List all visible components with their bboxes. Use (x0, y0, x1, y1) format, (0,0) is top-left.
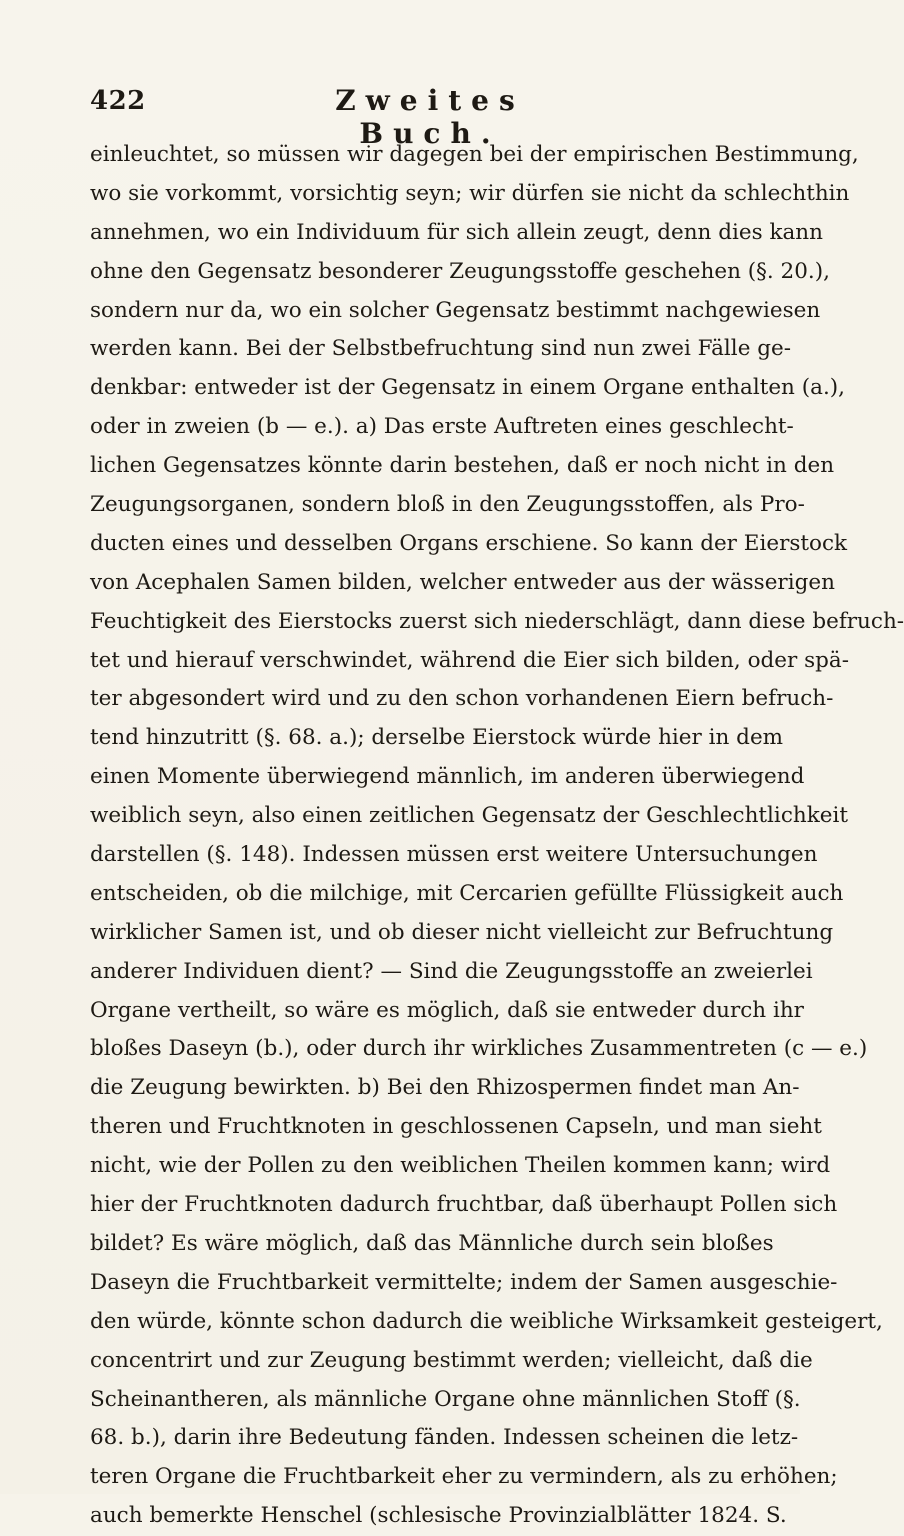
text-line: sondern nur da, wo ein solcher Gegensatz bestimmt nachgewiesen (90, 297, 821, 323)
text-line: werden kann. Bei der Selbstbefruchtung sind nun zwei Fälle ge- (90, 336, 791, 362)
book-title: Zweites Buch. (335, 84, 525, 150)
text-line: einleuchtet, so müssen wir dagegen bei der empirischen Bestimmung, (90, 142, 859, 167)
text-line: Daseyn die Fruchtbarkeit vermittelte; indem der Samen ausgeschie- (90, 1269, 838, 1295)
text-line: wirklicher Samen ist, und ob dieser nicht vielleicht zur Befruchtung (90, 919, 834, 945)
text-line: hier der Fruchtknoten dadurch fruchtbar, daß überhaupt Pollen sich (90, 1192, 838, 1218)
text-line: theren und Fruchtknoten in geschlossenen Capseln, und man sieht (90, 1114, 822, 1140)
text-line: bloßes Daseyn (b.), oder durch ihr wirkliches Zusammentreten (c — e.) (90, 1036, 868, 1062)
text-line: entscheiden, ob die milchige, mit Cercarien gefüllte Flüssigkeit auch (90, 880, 844, 906)
text-line: bildet? Es wäre möglich, daß das Männliche durch sein bloßes (90, 1230, 774, 1256)
text-line: annehmen, wo ein Individuum für sich allein zeugt, denn dies kann (90, 219, 824, 245)
text-line: auch bemerkte Henschel (schlesische Provinzialblätter 1824. S. (90, 1503, 787, 1529)
text-line: nicht, wie der Pollen zu den weiblichen Theilen kommen kann; wird (90, 1153, 831, 1179)
text-line: concentrirt und zur Zeugung bestimmt werden; vielleicht, daß die (90, 1347, 813, 1373)
body-text (90, 136, 904, 1536)
text-line: tet und hierauf verschwindet, während die Eier sich bilden, oder spä- (90, 647, 849, 673)
text-line: den würde, könnte schon dadurch die weibliche Wirksamkeit gesteigert, (90, 1308, 883, 1334)
text-line: ter abgesondert wird und zu den schon vorhandenen Eiern befruch- (90, 686, 834, 712)
text-line: Organe vertheilt, so wäre es möglich, daß sie entweder durch ihr (90, 997, 804, 1023)
text-line: darstellen (§. 148). Indessen müssen erst weitere Untersuchungen (90, 842, 818, 868)
text-line: Zeugungsorganen, sondern bloß in den Zeugungsstoffen, als Pro- (90, 492, 805, 518)
text-line: lichen Gegensatzes könnte darin bestehen, daß er noch nicht in den (90, 453, 835, 479)
text-line: weiblich seyn, also einen zeitlichen Gegensatz der Geschlechtlichkeit (90, 803, 848, 829)
text-line: ohne den Gegensatz besonderer Zeugungsstoffe geschehen (§. 20.), (90, 258, 830, 284)
text-line: denkbar: entweder ist der Gegensatz in einem Organe enthalten (a.), (90, 375, 845, 401)
text-line: oder in zweien (b — e.). a) Das erste Auftreten eines geschlecht- (90, 414, 794, 440)
text-line: Feuchtigkeit des Eierstocks zuerst sich niederschlägt, dann diese befruch- (90, 608, 904, 634)
text-line: Scheinantheren, als männliche Organe ohne männlichen Stoff (§. (90, 1386, 801, 1412)
text-line: die Zeugung bewirkten. b) Bei den Rhizospermen findet man An- (90, 1075, 800, 1101)
text-line: einen Momente überwiegend männlich, im anderen überwiegend (90, 764, 805, 790)
text-line: tend hinzutritt (§. 68. a.); derselbe Eierstock würde hier in dem (90, 725, 784, 751)
text-line: 68. b.), darin ihre Bedeutung fänden. Indessen scheinen die letz- (90, 1425, 799, 1451)
text-line: anderer Individuen dient? — Sind die Zeugungsstoffe an zweierlei (90, 958, 813, 984)
text-line: von Acephalen Samen bilden, welcher entweder aus der wässerigen (90, 569, 835, 595)
text-line: ducten eines und desselben Organs erschiene. So kann der Eierstock (90, 530, 848, 556)
running-head (90, 80, 770, 150)
text-line: wo sie vorkommt, vorsichtig seyn; wir dürfen sie nicht da schlechthin (90, 180, 850, 206)
page-number: 422 (90, 86, 146, 116)
text-line: teren Organe die Fruchtbarkeit eher zu vermindern, als zu erhöhen; (90, 1464, 838, 1490)
